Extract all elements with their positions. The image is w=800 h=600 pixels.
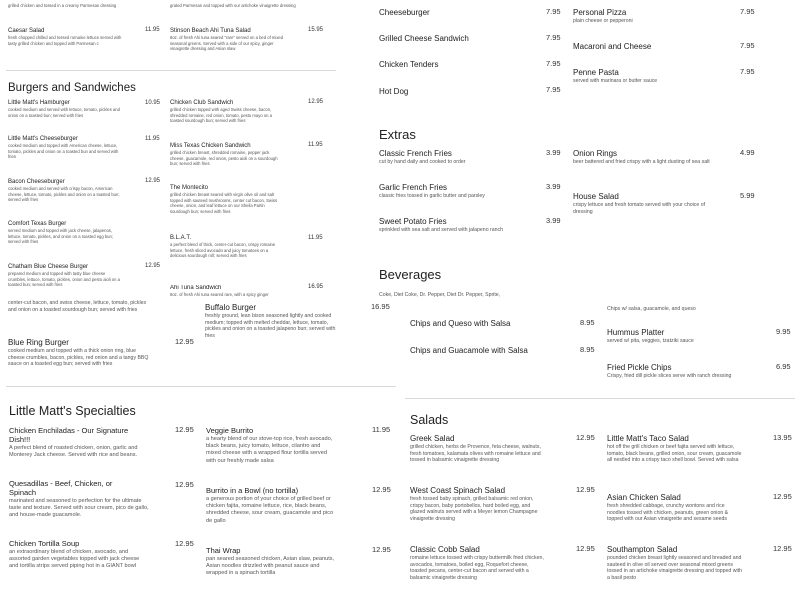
item-price: 3.99: [546, 216, 561, 225]
item-description: fresh chopped chilled and tossed romaine lettuce served with tasty grilled chicken and topped with Parmesan c: [8, 35, 122, 46]
item-name: Macaroni and Cheese: [573, 42, 652, 51]
item-name: Greek Salad: [410, 434, 455, 443]
item-price: 11.95: [145, 27, 160, 33]
item-name: Blue Ring Burger: [8, 338, 69, 347]
item-name: Hot Dog: [379, 87, 409, 96]
item-name: Classic Cobb Salad: [410, 545, 480, 554]
section-title-salads: Salads: [410, 413, 449, 427]
kids-item-penne-pasta: [573, 68, 723, 85]
item-price: 12.95: [372, 485, 391, 494]
item-price: 16.95: [371, 302, 390, 311]
item-description: pounded chicken breast lightly seasoned and breaded and sauteed in olive oil served over seasonal mixed greens tossed in an artichoke vinaigrette dressing and topped with a basil pesto: [607, 555, 742, 581]
salad-item-greek: [410, 434, 545, 464]
top-left-item-1: [8, 2, 143, 9]
item-description: grilled chicken, herbs de Provence, feta cheese, walnuts, fresh tomatoes, kalamata olives with romaine lettuce and tossed in balsamic vinaigrette dressing: [410, 444, 541, 464]
menu-item-bacon-cheeseburger: [8, 179, 123, 203]
item-price: 12.95: [576, 485, 595, 494]
item-price: 7.95: [546, 85, 561, 94]
kids-item-grilled-cheese: [379, 34, 469, 43]
item-name: Personal Pizza: [573, 8, 627, 17]
menu-item-comfort-texas-burger: [8, 221, 123, 245]
item-price: 12.95: [145, 178, 161, 184]
menu-item-buffalo-burger: [205, 303, 340, 339]
item-name: Chips and Queso with Salsa: [410, 319, 511, 328]
item-name: Little Matt's Cheeseburger: [8, 136, 78, 142]
item-name: Quesadillas - Beef, Chicken, or Spinach: [9, 479, 113, 497]
salad-item-taco: [607, 434, 742, 464]
item-description: Chips w/ salsa, guacamole, and queso: [607, 306, 696, 312]
kids-item-chicken-tenders: [379, 60, 438, 69]
item-description: cooked medium and topped with American cheese, lettuce, tomato, pickles and onion on a toasted bun and served with fries: [8, 143, 119, 160]
item-name: Bacon Cheeseburger: [8, 179, 65, 185]
item-price: 12.95: [308, 99, 324, 105]
item-name: Garlic French Fries: [379, 183, 448, 192]
item-name: Chicken Tortilla Soup: [9, 539, 80, 548]
menu-item-burrito-bowl: [206, 486, 336, 525]
item-description: plain cheese or pepperoni: [573, 18, 633, 24]
item-price: 10.95: [145, 100, 161, 106]
menu-item-caesar-salad: [8, 28, 123, 46]
item-description: grilled chicken topped with aged Swiss cheese, bacon, shredded romaine, red onion, tomato, pesto mayo on a toasted sourdough bun; served with fries: [170, 107, 272, 124]
item-description: a generous portion of your choice of grilled beef or chicken fajita, romaine lettuce, rice, black beans, shredded cheese, sour cream, guacamole and pico de gallo: [206, 496, 334, 524]
item-description: grilled chicken and tossed in a creamy Parmesan dressing: [8, 3, 117, 8]
item-price: 5.99: [740, 191, 755, 200]
item-name: Penne Pasta: [573, 68, 619, 77]
section-divider: [6, 70, 336, 71]
salad-item-west-coast-spinach: [410, 486, 545, 522]
item-price: 13.95: [773, 433, 792, 442]
item-name: Miss Texas Chicken Sandwich: [170, 143, 251, 149]
kids-item-personal-pizza: [573, 8, 723, 25]
item-description: grilled chicken breast seared with virgin olive oil and salt topped with sauteed mushrooms, center cut bacon, Swiss cheese, onion, and leaf lettuce on our Sheila Partin sourdough bun; served with fries: [170, 192, 278, 214]
app-item-chips-guac: [410, 346, 528, 355]
menu-item-veggie-burrito: [206, 426, 336, 465]
item-name: B.L.A.T.: [170, 235, 192, 241]
extras-item-garlic-fries: [379, 183, 539, 200]
item-description: beer battered and fried crispy with a light dusting of sea salt: [573, 159, 710, 165]
app-item-fried-pickles: [607, 363, 777, 380]
item-description: freshly ground, lean bison seasoned lightly and cooked medium; topped with melted cheddar, lettuce, tomato, pickles and onion on a toasted jalapeno bun; served with fries: [205, 313, 336, 339]
menu-item-chicken-enchiladas: [9, 426, 138, 459]
item-description: prepared medium and topped with tasty blue cheese crumbles, lettuce, tomato, pickles, onion and pesto aioli on a toasted bun; served with fries: [8, 271, 120, 288]
item-name: Onion Rings: [573, 149, 618, 158]
item-description: 8oz. of fresh Ahi tuna seared "rare" served on a bed of mixed seasonal greens. Served with a side of our spicy, ginger vinaigrette dressing and Asian slaw: [170, 35, 284, 52]
item-name: Caesar Salad: [8, 28, 45, 34]
partial-item-description: [8, 299, 148, 313]
item-price: 11.95: [308, 235, 323, 241]
menu-item-hamburger: [8, 100, 123, 118]
menu-item-miss-texas: [170, 143, 285, 167]
item-description: marinated and seasoned to perfection for the ultimate taste and texture. Served with sour cream, pico de gallo, and house-made guacamole.: [9, 498, 149, 519]
item-name: Hummus Platter: [607, 328, 665, 337]
item-description: an extraordinary blend of chicken, avocado, and assorted garden vegetables topped with jack cheese and tortilla strips served piping hot in a GIANT bowl: [9, 549, 140, 570]
item-name: Southampton Salad: [607, 545, 678, 554]
salad-item-classic-cobb: [410, 545, 545, 581]
menu-item-cheeseburger: [8, 136, 123, 160]
salad-item-asian-chicken: [607, 493, 742, 523]
item-name: Cheeseburger: [379, 8, 430, 17]
app-partial-description: [607, 305, 777, 313]
beverages-list: [379, 291, 559, 299]
menu-item-thai-wrap: [206, 546, 341, 578]
item-name: Little Matt's Hamburger: [8, 100, 70, 106]
item-description: served w/ pita, veggies, tzatziki sauce: [607, 338, 694, 344]
item-price: 12.95: [576, 544, 595, 553]
item-description: served medium and topped with jack cheese, jalapenos, lettuce, tomato, pickles, and onion on a toasted egg bun; served with fries: [8, 228, 113, 245]
item-price: 3.99: [546, 182, 561, 191]
section-title-specialties: Little Matt's Specialties: [9, 404, 136, 418]
menu-item-chicken-club: [170, 100, 285, 124]
item-price: 15.95: [308, 27, 324, 33]
item-price: 4.99: [740, 148, 755, 157]
app-item-hummus: [607, 328, 767, 345]
item-price: 7.95: [740, 67, 755, 76]
app-item-chips-queso: [410, 319, 511, 328]
item-description: classic fries tossed in garlic butter and parsley: [379, 193, 485, 199]
item-description: grilled chicken breast, shredded romaine, pepper jack cheese, guacamole, red onion, pesto aioli on a sourdough bun; served with fries: [170, 150, 278, 167]
item-description: hot off the grill chicken or beef fajita served with lettuce, tomato, black beans, grilled onion, sour cream, guacamole all nestled into a crispy taco shell bowl. Served with salsa: [607, 444, 742, 464]
item-description: 8oz. of fresh Ahi tuna seared rare, with a spicy ginger: [170, 292, 269, 297]
item-description: a perfect blend of thick, center-cut bacon, crispy romaine lettuce, fresh sliced avocado and juicy tomatoes on a delicious sourdough roll; served with fries: [170, 242, 276, 259]
item-name: Buffalo Burger: [205, 303, 256, 312]
item-description: cooked medium and topped with a thick onion ring, blue cheese crumbles, bacon, pickles, red onion and a tangy BBQ sauce on a toasted egg bun; served with fries: [8, 348, 149, 368]
item-description: A perfect blend of roasted chicken, onion, garlic and Monterey Jack cheese. Served with rice and beans.: [9, 445, 138, 459]
item-price: 12.95: [175, 337, 194, 346]
menu-item-ahi-tuna-sandwich: [170, 285, 285, 300]
menu-item-chatham-blue-cheese-burger: [8, 264, 123, 288]
item-name: Sweet Potato Fries: [379, 217, 447, 226]
item-price: 12.95: [576, 433, 595, 442]
item-price: 7.95: [546, 59, 561, 68]
item-name: Chatham Blue Cheese Burger: [8, 264, 89, 270]
item-price: 9.95: [776, 327, 791, 336]
item-description: pan seared seasoned chicken, Asian slaw, peanuts, Asian noodles drizzled with peanut sauce and wrapped in a spinach tortilla: [206, 556, 335, 577]
item-description: fresh tossed baby spinach, grilled balsamic red onion, crispy bacon, baby portobellos, hard boiled egg, and glazed walnuts served with a Meyer lemon Champagne vinaigrette dressing: [410, 496, 538, 522]
item-description: a hearty blend of our stove-top rice, fresh avocado, black beans, juicy tomato, lettuce, cilantro and mixed cheese with a wrapped flour tortilla served with our freshly made salsa: [206, 436, 333, 464]
item-price: 7.95: [546, 7, 561, 16]
item-name: Asian Chicken Salad: [607, 493, 681, 502]
item-name: West Coast Spinach Salad: [410, 486, 506, 495]
item-description: Crispy, fried dill pickle slices serve with ranch dressing: [607, 373, 732, 379]
item-description: grated Parmesan and topped with our artichoke vinaigrette dressing: [170, 3, 296, 8]
item-price: 11.95: [372, 425, 391, 434]
kids-item-mac-and-cheese: [573, 42, 723, 51]
item-description: cooked medium and served with crispy bacon, American cheese, lettuce, tomato, pickles and onion on a toasted bun; served with fries: [8, 186, 120, 203]
section-title-beverages: Beverages: [379, 267, 442, 282]
item-name: Classic French Fries: [379, 149, 452, 158]
item-description: cut by hand daily and cooked to order: [379, 159, 466, 165]
item-price: 7.95: [740, 41, 755, 50]
menu-item-blat: [170, 235, 285, 259]
item-price: 7.95: [740, 7, 755, 16]
item-price: 3.99: [546, 148, 561, 157]
item-name: The Montecito: [170, 185, 209, 191]
item-price: 8.95: [580, 345, 595, 354]
menu-item-ahi-tuna-salad: [170, 28, 285, 52]
item-price: 12.95: [175, 539, 194, 548]
item-name: Stinson Beach Ahi Tuna Salad: [170, 28, 251, 34]
section-divider: [405, 398, 795, 399]
item-price: 11.95: [145, 136, 160, 142]
extras-item-onion-rings: [573, 149, 713, 166]
item-price: 12.95: [145, 263, 161, 269]
item-price: 12.95: [773, 544, 792, 553]
extras-item-house-salad: [573, 192, 713, 215]
item-name: Little Matt's Taco Salad: [607, 434, 689, 443]
item-name: Comfort Texas Burger: [8, 221, 67, 227]
extras-item-classic-fries: [379, 149, 539, 166]
item-price: 12.95: [175, 480, 194, 489]
item-price: 11.95: [308, 142, 323, 148]
item-name: Veggie Burrito: [206, 426, 254, 435]
section-title-burgers: Burgers and Sandwiches: [8, 82, 136, 94]
item-description: cooked medium and served with lettuce, tomato, pickles and onion on a toasted bun; served with fries: [8, 107, 120, 118]
menu-item-quesadillas: [9, 479, 149, 520]
kids-item-cheeseburger: [379, 8, 430, 17]
item-name: Thai Wrap: [206, 546, 241, 555]
item-name: Grilled Cheese Sandwich: [379, 34, 469, 43]
menu-item-chicken-tortilla-soup: [9, 539, 149, 571]
item-description: romaine lettuce tossed with crispy buttermilk fried chicken, avocados, tomatoes, boiled egg, Roquefort cheese, toasted pecans, center-cut bacon and served with a balsamic vinaigrette dressing: [410, 555, 544, 581]
item-price: 6.95: [776, 362, 791, 371]
item-name: Chicken Club Sandwich: [170, 100, 234, 106]
menu-item-montecito: [170, 185, 285, 214]
section-title-extras: Extras: [379, 127, 416, 142]
item-name: House Salad: [573, 192, 619, 201]
menu-item-blue-ring-burger: [8, 338, 153, 368]
item-name: Chips and Guacamole with Salsa: [410, 346, 528, 355]
item-name: Chicken Enchiladas - Our Signature Dish!!!: [9, 426, 129, 444]
item-price: 7.95: [546, 33, 561, 42]
item-description: fresh shredded cabbage, crunchy wontons and rice noodles tossed with chicken, peanuts, green onion & topped with our Asian vinaigrette and sesame seeds: [607, 503, 729, 523]
extras-item-sweet-potato-fries: [379, 217, 549, 234]
item-price: 8.95: [580, 318, 595, 327]
item-price: 12.95: [773, 492, 792, 501]
item-name: Fried Pickle Chips: [607, 363, 672, 372]
kids-item-hot-dog: [379, 87, 408, 96]
item-name: Ahi Tuna Sandwich: [170, 285, 222, 291]
section-divider: [6, 386, 396, 387]
salad-item-southampton: [607, 545, 742, 581]
item-name: Chicken Tenders: [379, 60, 439, 69]
item-description: crispy lettuce and fresh tomato served with your choice of dressing: [573, 202, 706, 215]
item-name: Burrito in a Bowl (no tortilla): [206, 486, 299, 495]
item-description: served with marinara or butter sauce: [573, 78, 658, 84]
item-description: sprinkled with sea salt and served with jalapeno ranch: [379, 227, 503, 233]
item-price: 12.95: [372, 545, 391, 554]
item-price: 16.95: [308, 284, 324, 290]
top-left-item-2: [170, 2, 305, 9]
item-description: Coke, Diet Coke, Dr. Pepper, Diet Dr. Pepper, Sprite,: [379, 292, 501, 298]
item-description: center-cut bacon, and swiss cheese, lettuce, tomato, pickles and onion on a toasted sourdough bun; served with fries: [8, 300, 147, 313]
item-price: 12.95: [175, 425, 194, 434]
